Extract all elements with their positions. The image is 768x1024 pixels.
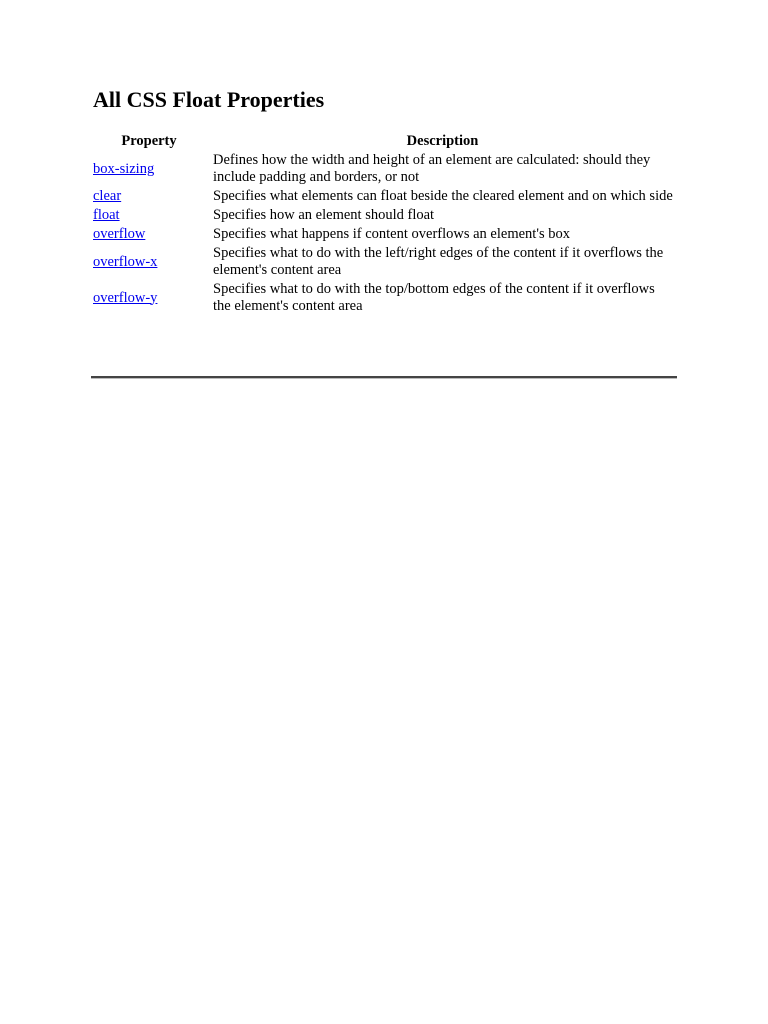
description-cell: Defines how the width and height of an element are calculated: should they include padding and borders, or not <box>213 152 651 185</box>
property-cell <box>91 280 207 316</box>
description-cell: Specifies what to do with the left/right edges of the content if it overflows the element's content area <box>213 245 664 278</box>
horizontal-rule <box>91 376 677 379</box>
property-link-clear[interactable]: clear <box>93 188 122 204</box>
property-cell <box>91 187 207 206</box>
description-cell: Specifies what happens if content overflows an element's box <box>213 226 570 242</box>
properties-table <box>91 131 678 316</box>
table-header-row <box>91 131 678 151</box>
property-cell <box>91 225 207 244</box>
table-row <box>91 244 678 280</box>
property-link-overflow[interactable]: overflow <box>93 226 146 242</box>
table-row <box>91 151 678 187</box>
description-cell: Specifies what elements can float beside the cleared element and on which side <box>213 188 673 204</box>
property-cell <box>91 151 207 187</box>
header-property: Property <box>121 132 177 149</box>
property-link-overflow-x[interactable]: overflow-x <box>93 253 158 270</box>
header-description: Description <box>406 132 479 149</box>
property-link-float[interactable]: float <box>93 207 120 223</box>
property-link-box-sizing[interactable]: box-sizing <box>93 160 155 177</box>
description-cell: Specifies how an element should float <box>213 207 435 223</box>
table-row <box>91 187 678 206</box>
table-row <box>91 280 678 316</box>
description-cell: Specifies what to do with the top/bottom edges of the content if it overflows the element's content area <box>213 281 655 314</box>
table-row <box>91 206 678 225</box>
property-link-overflow-y[interactable]: overflow-y <box>93 289 158 306</box>
property-cell <box>91 244 207 280</box>
table-row <box>91 225 678 244</box>
property-cell <box>91 206 207 225</box>
page-title: All CSS Float Properties <box>93 87 325 112</box>
